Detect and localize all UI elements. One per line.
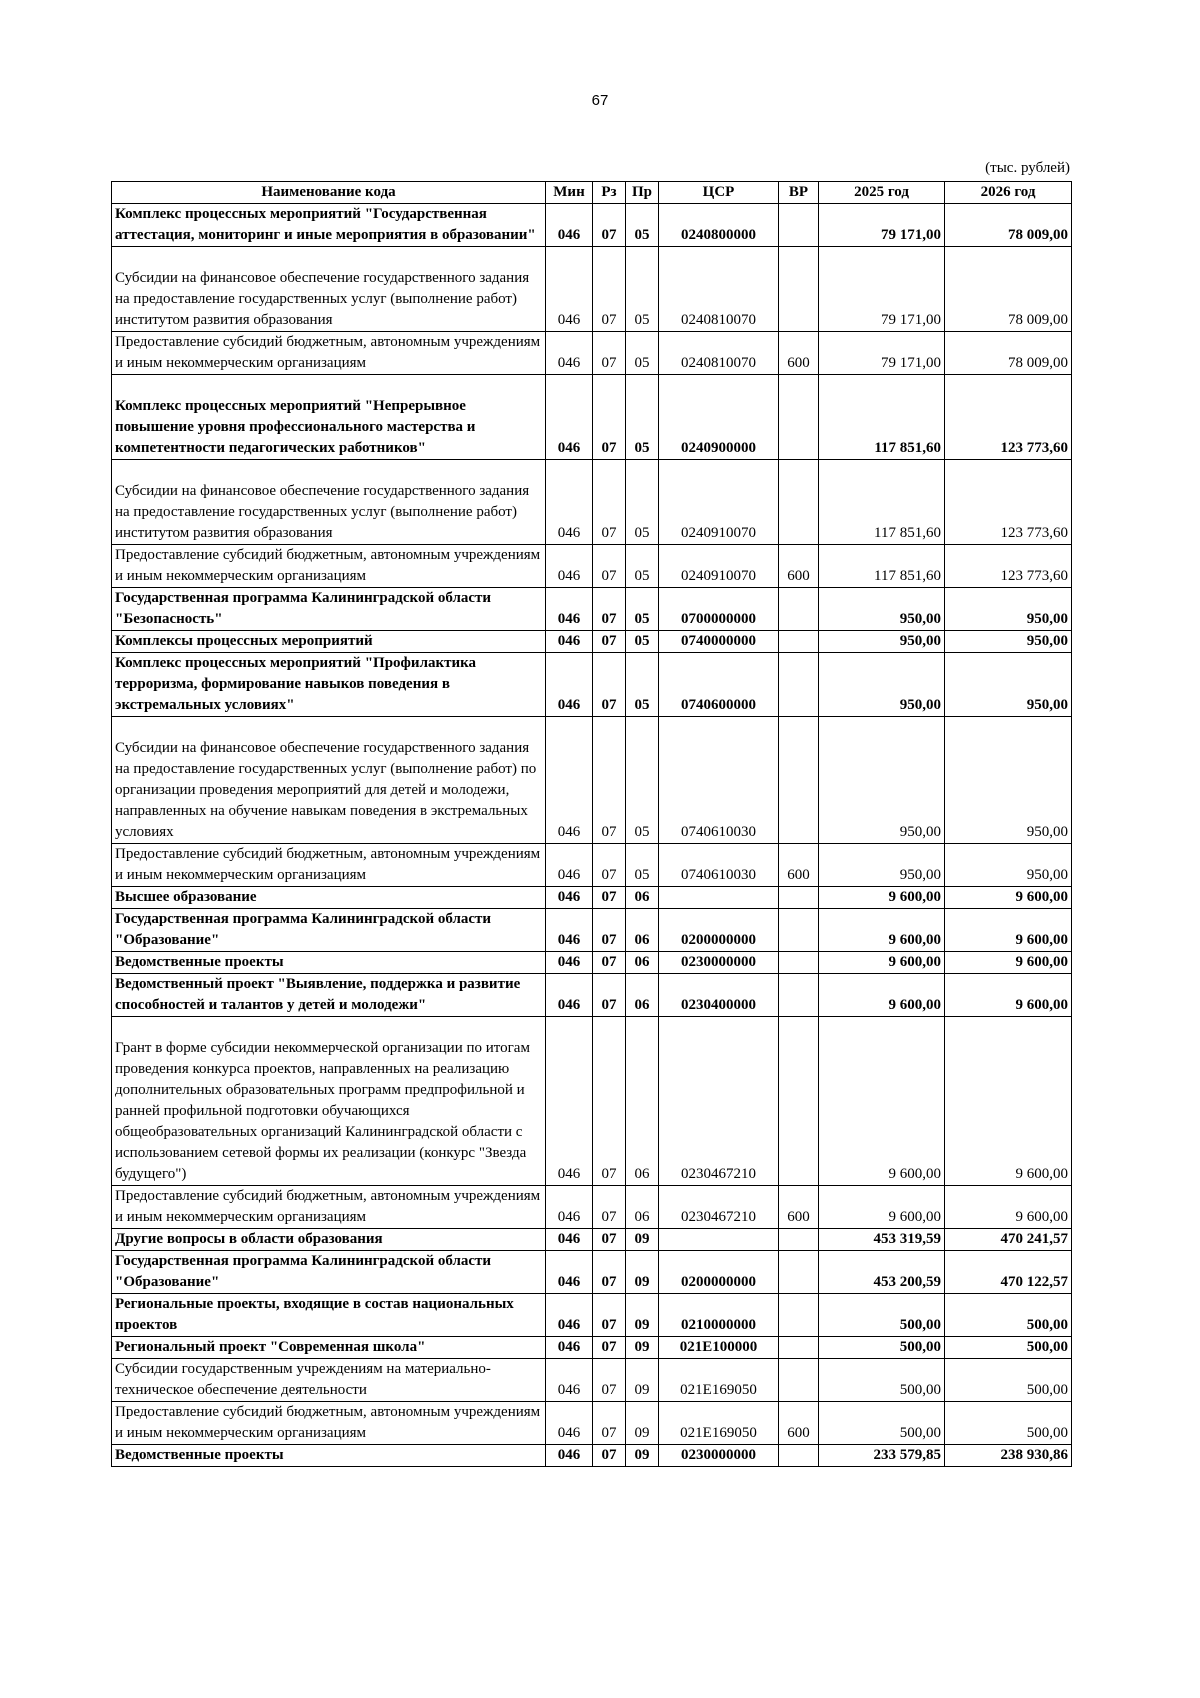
- cell-2025: 500,00: [819, 1294, 945, 1337]
- cell-csr: 0240910070: [659, 460, 779, 545]
- header-row: [112, 182, 1072, 204]
- table-row: [112, 1251, 1072, 1294]
- cell-2026: 950,00: [945, 653, 1072, 717]
- cell-rz: 07: [593, 717, 626, 844]
- cell-name: [112, 1337, 546, 1359]
- cell-vr: [779, 1251, 819, 1294]
- cell-name: [112, 952, 546, 974]
- table-row: [112, 1402, 1072, 1445]
- cell-rz: 07: [593, 1017, 626, 1186]
- cell-csr: 021E169050: [659, 1402, 779, 1445]
- cell-rz: 07: [593, 1445, 626, 1467]
- cell-rz: 07: [593, 545, 626, 588]
- header-vr: ВР: [779, 182, 819, 204]
- cell-2025: 9 600,00: [819, 1017, 945, 1186]
- cell-vr: [779, 1445, 819, 1467]
- cell-2025: 500,00: [819, 1337, 945, 1359]
- cell-pr: 09: [626, 1445, 659, 1467]
- table-body: [112, 204, 1072, 1467]
- cell-min: 046: [546, 247, 593, 332]
- cell-csr: 0200000000: [659, 909, 779, 952]
- row-label: Комплекс процессных мероприятий "Государственная аттестация, мониторинг и иные мероприятия в образовании": [115, 206, 536, 243]
- cell-pr: 05: [626, 332, 659, 375]
- budget-table: [111, 181, 1072, 1467]
- cell-pr: 09: [626, 1402, 659, 1445]
- cell-rz: 07: [593, 247, 626, 332]
- cell-min: 046: [546, 909, 593, 952]
- row-label: Другие вопросы в области образования: [115, 1231, 383, 1247]
- cell-rz: 07: [593, 909, 626, 952]
- cell-min: 046: [546, 844, 593, 887]
- cell-min: 046: [546, 974, 593, 1017]
- cell-2025: 950,00: [819, 588, 945, 631]
- cell-vr: [779, 1337, 819, 1359]
- cell-name: [112, 1294, 546, 1337]
- cell-vr: [779, 631, 819, 653]
- header-rz: Рз: [593, 182, 626, 204]
- row-label: Субсидии на финансовое обеспечение государственного задания на предоставление государственных услуг (выполнение работ) по организации проведения мероприятий для детей и молодежи, направленных на обучение навыкам поведения в экстремальных условиях: [115, 740, 537, 840]
- cell-pr: 05: [626, 247, 659, 332]
- cell-vr: [779, 1294, 819, 1337]
- row-label: Субсидии на финансовое обеспечение государственного задания на предоставление государственных услуг (выполнение работ) институтом развития образования: [115, 483, 530, 541]
- cell-2025: 9 600,00: [819, 974, 945, 1017]
- row-label: Предоставление субсидий бюджетным, автономным учреждениям и иным некоммерческим организациям: [115, 1188, 541, 1225]
- cell-vr: [779, 460, 819, 545]
- cell-2026: 500,00: [945, 1337, 1072, 1359]
- cell-csr: 0240810070: [659, 247, 779, 332]
- cell-vr: [779, 974, 819, 1017]
- page-number: 67: [591, 92, 609, 109]
- header-2025: 2025 год: [819, 182, 945, 204]
- cell-pr: 09: [626, 1294, 659, 1337]
- cell-2026: 9 600,00: [945, 1017, 1072, 1186]
- cell-pr: 06: [626, 974, 659, 1017]
- cell-rz: 07: [593, 1294, 626, 1337]
- cell-rz: 07: [593, 1251, 626, 1294]
- cell-2026: 78 009,00: [945, 204, 1072, 247]
- table-row: [112, 204, 1072, 247]
- cell-min: 046: [546, 653, 593, 717]
- cell-2025: 117 851,60: [819, 460, 945, 545]
- units-label: (тыс. рублей): [985, 160, 1070, 176]
- cell-name: [112, 717, 546, 844]
- table-row: [112, 1017, 1072, 1186]
- header-2026: 2026 год: [945, 182, 1072, 204]
- cell-2025: 233 579,85: [819, 1445, 945, 1467]
- cell-csr: 0740000000: [659, 631, 779, 653]
- table-row: [112, 1445, 1072, 1467]
- cell-2025: 950,00: [819, 844, 945, 887]
- cell-2025: 950,00: [819, 653, 945, 717]
- cell-rz: 07: [593, 974, 626, 1017]
- table-row: [112, 460, 1072, 545]
- cell-pr: 05: [626, 653, 659, 717]
- cell-2026: 9 600,00: [945, 1186, 1072, 1229]
- cell-pr: 09: [626, 1337, 659, 1359]
- row-label: Грант в форме субсидии некоммерческой организации по итогам проведения конкурса проектов, направленных на реализацию дополнительных образовательных программ предпрофильной и ранней профильной подготовки обучающихся общеобразовательных организаций Калининградской области с использованием сетевой формы их реализации (конкурс "Звезда будущего"): [115, 1040, 530, 1182]
- cell-2026: 950,00: [945, 717, 1072, 844]
- cell-vr: 600: [779, 1402, 819, 1445]
- row-label: Предоставление субсидий бюджетным, автономным учреждениям и иным некоммерческим организациям: [115, 547, 541, 584]
- cell-csr: 0210000000: [659, 1294, 779, 1337]
- row-label: Комплекс процессных мероприятий "Непрерывное повышение уровня профессионального мастерства и компетентности педагогических работников": [115, 398, 476, 456]
- table-row: [112, 1359, 1072, 1402]
- cell-rz: 07: [593, 588, 626, 631]
- cell-min: 046: [546, 1186, 593, 1229]
- table-row: [112, 1294, 1072, 1337]
- cell-vr: [779, 887, 819, 909]
- cell-pr: 05: [626, 631, 659, 653]
- cell-name: [112, 1186, 546, 1229]
- cell-csr: 0230000000: [659, 952, 779, 974]
- cell-pr: 06: [626, 909, 659, 952]
- cell-pr: 09: [626, 1229, 659, 1251]
- cell-csr: [659, 1229, 779, 1251]
- cell-2025: 453 200,59: [819, 1251, 945, 1294]
- cell-csr: 0230400000: [659, 974, 779, 1017]
- cell-csr: [659, 887, 779, 909]
- row-label: Государственная программа Калининградской области "Безопасность": [115, 590, 492, 627]
- cell-vr: [779, 717, 819, 844]
- cell-vr: [779, 952, 819, 974]
- cell-2025: 79 171,00: [819, 247, 945, 332]
- cell-2026: 123 773,60: [945, 375, 1072, 460]
- cell-2026: 78 009,00: [945, 247, 1072, 332]
- cell-vr: [779, 204, 819, 247]
- cell-2025: 950,00: [819, 717, 945, 844]
- cell-name: [112, 974, 546, 1017]
- row-label: Предоставление субсидий бюджетным, автономным учреждениям и иным некоммерческим организациям: [115, 846, 541, 883]
- row-label: Региональный проект "Современная школа": [115, 1339, 426, 1355]
- row-label: Предоставление субсидий бюджетным, автономным учреждениям и иным некоммерческим организациям: [115, 334, 541, 371]
- cell-pr: 05: [626, 375, 659, 460]
- cell-2025: 453 319,59: [819, 1229, 945, 1251]
- row-label: Государственная программа Калининградской области "Образование": [115, 911, 492, 948]
- cell-2025: 117 851,60: [819, 375, 945, 460]
- cell-csr: 0240900000: [659, 375, 779, 460]
- cell-csr: 0740600000: [659, 653, 779, 717]
- table-row: [112, 974, 1072, 1017]
- cell-name: [112, 887, 546, 909]
- cell-rz: 07: [593, 1337, 626, 1359]
- cell-csr: 0700000000: [659, 588, 779, 631]
- row-label: Высшее образование: [115, 889, 257, 905]
- cell-vr: 600: [779, 844, 819, 887]
- cell-min: 046: [546, 588, 593, 631]
- cell-name: [112, 1359, 546, 1402]
- cell-min: 046: [546, 1337, 593, 1359]
- header-name: Наименование кода: [112, 182, 546, 204]
- cell-2026: 9 600,00: [945, 909, 1072, 952]
- cell-csr: 0230467210: [659, 1186, 779, 1229]
- cell-rz: 07: [593, 460, 626, 545]
- table-row: [112, 1229, 1072, 1251]
- cell-pr: 06: [626, 1186, 659, 1229]
- cell-2025: 79 171,00: [819, 332, 945, 375]
- cell-csr: 0240800000: [659, 204, 779, 247]
- cell-name: [112, 1445, 546, 1467]
- cell-2025: 500,00: [819, 1402, 945, 1445]
- cell-min: 046: [546, 460, 593, 545]
- row-label: Комплекс процессных мероприятий "Профилактика терроризма, формирование навыков поведения в экстремальных условиях": [115, 655, 477, 713]
- cell-2025: 9 600,00: [819, 909, 945, 952]
- cell-min: 046: [546, 1402, 593, 1445]
- cell-2025: 117 851,60: [819, 545, 945, 588]
- table-row: [112, 375, 1072, 460]
- cell-min: 046: [546, 1359, 593, 1402]
- header-pr: Пр: [626, 182, 659, 204]
- cell-name: [112, 332, 546, 375]
- header-min: Мин: [546, 182, 593, 204]
- cell-pr: 05: [626, 545, 659, 588]
- cell-csr: 0240910070: [659, 545, 779, 588]
- cell-pr: 09: [626, 1359, 659, 1402]
- table-row: [112, 952, 1072, 974]
- cell-pr: 09: [626, 1251, 659, 1294]
- cell-rz: 07: [593, 1402, 626, 1445]
- cell-2026: 500,00: [945, 1402, 1072, 1445]
- cell-rz: 07: [593, 844, 626, 887]
- cell-2025: 9 600,00: [819, 952, 945, 974]
- cell-2025: 500,00: [819, 1359, 945, 1402]
- cell-2025: 950,00: [819, 631, 945, 653]
- cell-2025: 9 600,00: [819, 1186, 945, 1229]
- cell-rz: 07: [593, 653, 626, 717]
- cell-2025: 79 171,00: [819, 204, 945, 247]
- cell-pr: 06: [626, 952, 659, 974]
- cell-2026: 9 600,00: [945, 887, 1072, 909]
- cell-rz: 07: [593, 952, 626, 974]
- table-row: [112, 887, 1072, 909]
- cell-vr: 600: [779, 332, 819, 375]
- cell-min: 046: [546, 375, 593, 460]
- row-label: Ведомственные проекты: [115, 954, 284, 970]
- cell-name: [112, 588, 546, 631]
- cell-name: [112, 460, 546, 545]
- cell-csr: 021E169050: [659, 1359, 779, 1402]
- cell-rz: 07: [593, 375, 626, 460]
- cell-csr: 0740610030: [659, 717, 779, 844]
- cell-2026: 9 600,00: [945, 974, 1072, 1017]
- table-row: [112, 247, 1072, 332]
- cell-vr: 600: [779, 545, 819, 588]
- header-csr: ЦСР: [659, 182, 779, 204]
- cell-csr: 0230467210: [659, 1017, 779, 1186]
- table-row: [112, 909, 1072, 952]
- cell-min: 046: [546, 717, 593, 844]
- cell-vr: [779, 1017, 819, 1186]
- cell-name: [112, 204, 546, 247]
- row-label: Субсидии на финансовое обеспечение государственного задания на предоставление государственных услуг (выполнение работ) институтом развития образования: [115, 270, 530, 328]
- row-label: Ведомственные проекты: [115, 1447, 284, 1463]
- cell-2026: 9 600,00: [945, 952, 1072, 974]
- cell-2026: 123 773,60: [945, 460, 1072, 545]
- cell-min: 046: [546, 1229, 593, 1251]
- cell-vr: [779, 588, 819, 631]
- cell-2026: 238 930,86: [945, 1445, 1072, 1467]
- cell-min: 046: [546, 1445, 593, 1467]
- cell-min: 046: [546, 952, 593, 974]
- cell-2026: 500,00: [945, 1294, 1072, 1337]
- cell-vr: [779, 375, 819, 460]
- row-label: Комплексы процессных мероприятий: [115, 633, 373, 649]
- cell-pr: 05: [626, 717, 659, 844]
- row-label: Ведомственный проект "Выявление, поддержка и развитие способностей и талантов у детей и молодежи": [115, 976, 521, 1013]
- cell-min: 046: [546, 1294, 593, 1337]
- cell-pr: 05: [626, 204, 659, 247]
- table-row: [112, 1186, 1072, 1229]
- cell-name: [112, 247, 546, 332]
- cell-name: [112, 1017, 546, 1186]
- table-row: [112, 653, 1072, 717]
- cell-2026: 950,00: [945, 588, 1072, 631]
- table-row: [112, 332, 1072, 375]
- cell-2026: 950,00: [945, 844, 1072, 887]
- row-label: Государственная программа Калининградской области "Образование": [115, 1253, 492, 1290]
- row-label: Предоставление субсидий бюджетным, автономным учреждениям и иным некоммерческим организациям: [115, 1404, 541, 1441]
- cell-name: [112, 653, 546, 717]
- cell-csr: 0230000000: [659, 1445, 779, 1467]
- cell-pr: 06: [626, 1017, 659, 1186]
- cell-min: 046: [546, 204, 593, 247]
- cell-name: [112, 1229, 546, 1251]
- cell-name: [112, 375, 546, 460]
- cell-vr: [779, 653, 819, 717]
- cell-vr: [779, 1359, 819, 1402]
- cell-pr: 06: [626, 887, 659, 909]
- cell-2026: 123 773,60: [945, 545, 1072, 588]
- cell-rz: 07: [593, 1229, 626, 1251]
- cell-2026: 500,00: [945, 1359, 1072, 1402]
- cell-min: 046: [546, 545, 593, 588]
- cell-min: 046: [546, 631, 593, 653]
- cell-2025: 9 600,00: [819, 887, 945, 909]
- table-row: [112, 717, 1072, 844]
- row-label: Региональные проекты, входящие в состав национальных проектов: [115, 1296, 514, 1333]
- cell-rz: 07: [593, 204, 626, 247]
- table-row: [112, 545, 1072, 588]
- cell-name: [112, 909, 546, 952]
- cell-vr: [779, 1229, 819, 1251]
- cell-rz: 07: [593, 1186, 626, 1229]
- cell-csr: 0240810070: [659, 332, 779, 375]
- cell-rz: 07: [593, 631, 626, 653]
- cell-rz: 07: [593, 332, 626, 375]
- cell-vr: [779, 247, 819, 332]
- table-row: [112, 844, 1072, 887]
- cell-csr: 0200000000: [659, 1251, 779, 1294]
- cell-name: [112, 844, 546, 887]
- cell-pr: 05: [626, 588, 659, 631]
- cell-name: [112, 545, 546, 588]
- cell-rz: 07: [593, 1359, 626, 1402]
- cell-2026: 470 241,57: [945, 1229, 1072, 1251]
- cell-vr: 600: [779, 1186, 819, 1229]
- cell-csr: 021E100000: [659, 1337, 779, 1359]
- cell-min: 046: [546, 1017, 593, 1186]
- table-row: [112, 588, 1072, 631]
- cell-min: 046: [546, 887, 593, 909]
- cell-pr: 05: [626, 844, 659, 887]
- cell-name: [112, 631, 546, 653]
- row-label: Субсидии государственным учреждениям на материально-техническое обеспечение деятельности: [115, 1361, 491, 1398]
- cell-csr: 0740610030: [659, 844, 779, 887]
- cell-name: [112, 1402, 546, 1445]
- cell-vr: [779, 909, 819, 952]
- table-row: [112, 631, 1072, 653]
- cell-2026: 78 009,00: [945, 332, 1072, 375]
- cell-min: 046: [546, 1251, 593, 1294]
- cell-min: 046: [546, 332, 593, 375]
- cell-name: [112, 1251, 546, 1294]
- cell-pr: 05: [626, 460, 659, 545]
- table-row: [112, 1337, 1072, 1359]
- cell-2026: 470 122,57: [945, 1251, 1072, 1294]
- cell-2026: 950,00: [945, 631, 1072, 653]
- cell-rz: 07: [593, 887, 626, 909]
